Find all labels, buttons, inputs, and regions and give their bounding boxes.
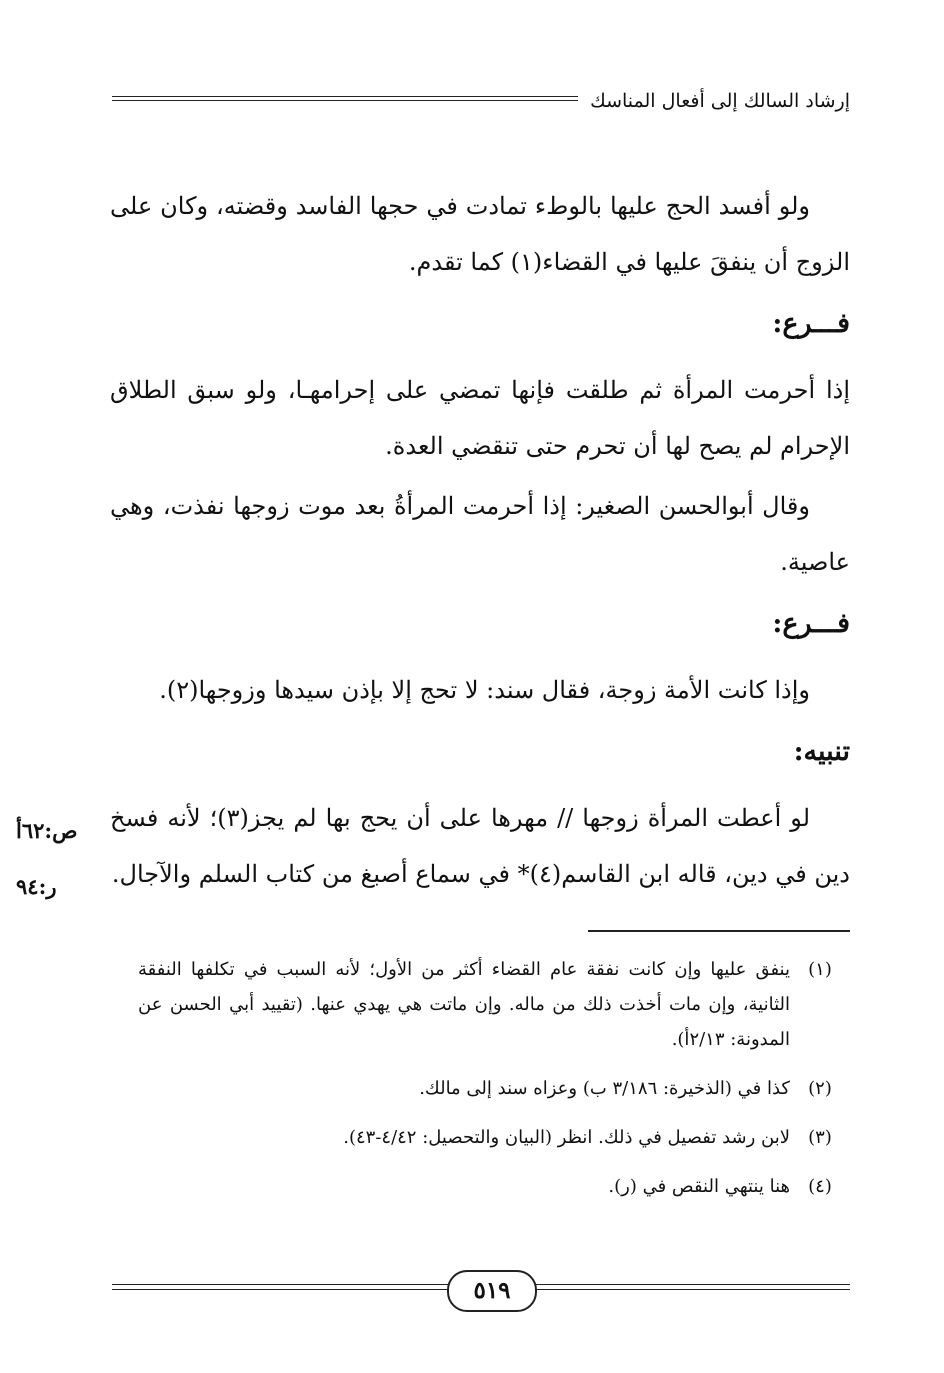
running-header [112,86,850,116]
footnote-text: كذا في (الذخيرة: ٣/١٨٦ ب) وعزاه سند إلى مالك. [419,1078,790,1099]
book-title: إرشاد السالك إلى أفعال المناسك [578,86,850,116]
footnotes [110,952,850,1218]
footnote [110,1071,850,1106]
footnote-number: (٤) [808,1176,832,1197]
margin-note-manuscript-page: ص:٦٢أ [16,818,78,843]
footnote-number: (٣) [808,1127,832,1148]
footnote [110,1120,850,1155]
paragraph-1: ولو أفسد الحج عليها بالوطء تمادت في حجها الفاسد وقضته، وكان على الزوج أن ينفقَ عليها في القضاء(١) كما تقدم. [110,192,850,276]
page-number: ٥١٩ [447,1270,537,1312]
heading-fara-2: فـــرع: [772,608,850,639]
footnote-separator [588,930,850,932]
footnote-text: هنا ينتهي النقص في (ر). [608,1176,790,1197]
paragraph-4: وإذا كانت الأمة زوجة، فقال سند: لا تحج إلا بإذن سيدها وزوجها(٢). [159,676,810,704]
page-footer [112,1270,850,1314]
paragraph-2: إذا أحرمت المرأة ثم طلقت فإنها تمضي على إحرامهـا، ولو سبق الطلاق الإحرام لم يصح لها أن تحرم حتى تنقضي العدة. [110,376,850,460]
main-text [110,178,850,906]
heading-tanbih: تنبيه: [793,736,850,767]
paragraph-5: لو أعطت المرأة زوجها // مهرها على أن يحج بها لم يجز(٣)؛ لأنه فسخ دين في دين، قاله ابن القاسم(٤)* في سماع أصبغ من كتاب السلم والآجال. [110,804,850,888]
footnote-number: (٢) [808,1078,832,1099]
footnote-text: لابن رشد تفصيل في ذلك. انظر (البيان والتحصيل: ٤/٤٢-٤٣). [343,1127,790,1148]
footnote [110,952,850,1057]
footnote [110,1169,850,1204]
header-rule [112,96,598,104]
heading-fara-1: فـــرع: [772,308,850,339]
margin-note-manuscript-ref: ر:٩٤ [16,874,57,899]
footnote-number: (١) [808,959,832,980]
footnote-text: ينفق عليها وإن كانت نفقة عام القضاء أكثر من الأول؛ لأنه السبب في تكلفها النفقة الثانية، وإن مات أخذت ذلك من ماله. وإن ماتت هي يهدي عنها. (تقييد أبي الحسن عن المدونة: ٢/١٣أ). [138,959,790,1050]
paragraph-3: وقال أبوالحسن الصغير: إذا أحرمت المرأةُ بعد موت زوجها نفذت، وهي عاصية. [110,492,850,576]
